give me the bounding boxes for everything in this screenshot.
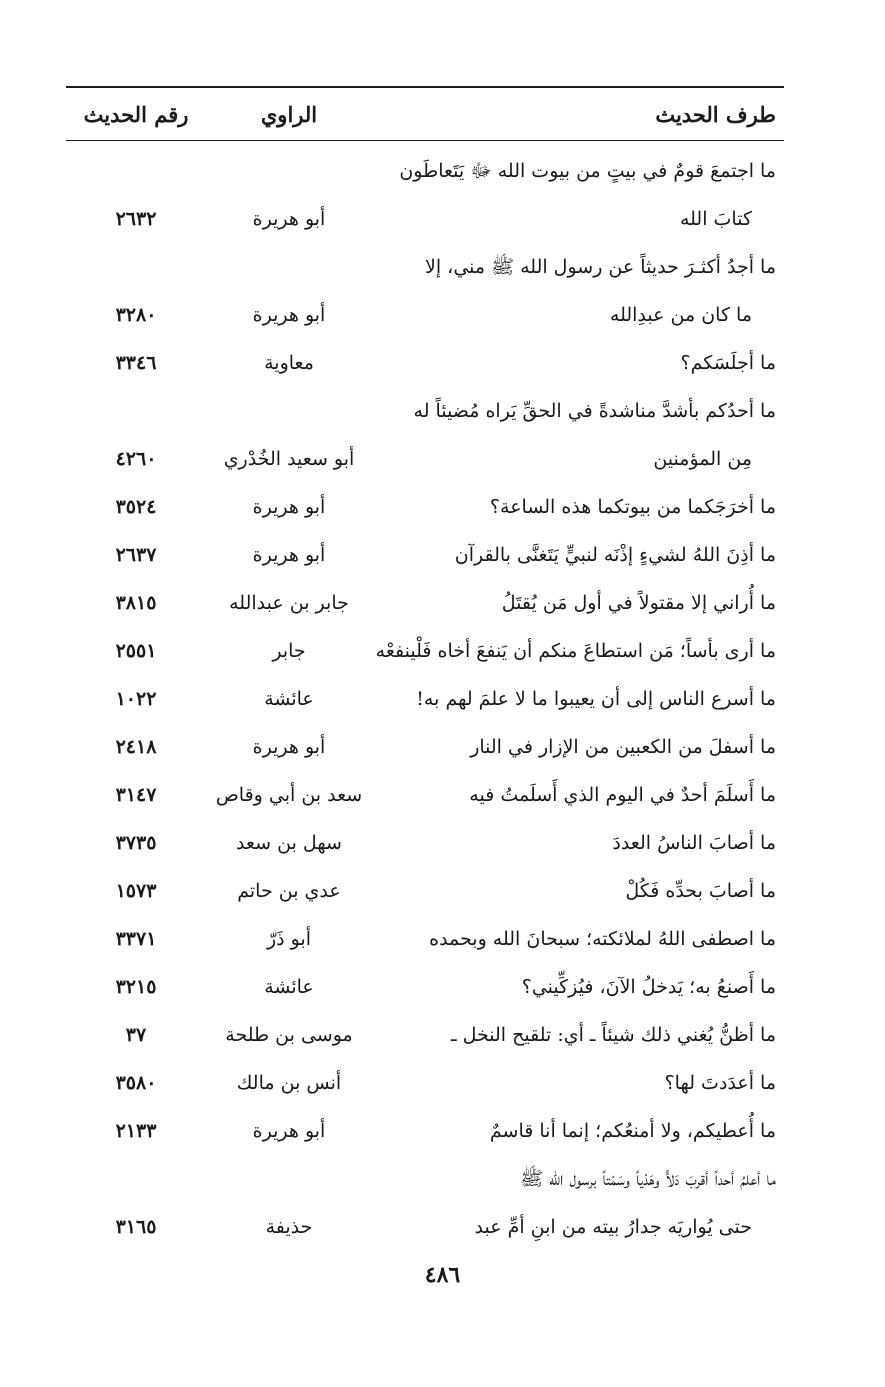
number-column: [66, 675, 206, 723]
number-column: [66, 867, 206, 915]
narrator-column: [206, 147, 372, 243]
header-hadith-text: طرف الحديث: [655, 101, 776, 127]
hadith-number-cell: ٢٦٣٧: [115, 544, 157, 566]
narrator-cell: أبو ذَرّ: [266, 928, 312, 950]
hadith-text-line: ما أسفلَ من الكعبين من الإزار في النار: [470, 736, 776, 758]
table-row: [66, 339, 784, 387]
hadith-number-cell: ٢٤١٨: [115, 736, 157, 758]
narrator-column: [206, 915, 372, 963]
narrator-cell: أبو هريرة: [252, 208, 326, 230]
narrator-column: [206, 723, 372, 771]
narrator-cell: سهل بن سعد: [236, 832, 342, 854]
hadith-number-cell: ٢١٣٣: [115, 1120, 157, 1142]
hadith-text-cell: [372, 771, 784, 819]
hadith-text-cell: [372, 579, 784, 627]
table-row: [66, 627, 784, 675]
header-narrator: الراوي: [260, 101, 318, 127]
narrator-column: [206, 963, 372, 1011]
narrator-column: [206, 675, 372, 723]
hadith-text-cell: [372, 243, 784, 339]
table-header: [66, 86, 784, 141]
narrator-cell: جابر: [272, 640, 306, 662]
narrator-cell: أبو هريرة: [252, 304, 326, 326]
hadith-text-line: ما أَسلَمَ أحدٌ في اليوم الذي أَسلَمتُ فيه: [469, 784, 776, 806]
hadith-text-line: ما أصابَ بحدِّه فَكُلْ: [625, 880, 776, 902]
index-page: [66, 86, 784, 1251]
hadith-text-line: ما أَصنعُ به؛ يَدخلُ الآنَ، فيُزكِّيني؟: [521, 976, 776, 998]
number-column: [66, 387, 206, 483]
narrator-cell: أبو هريرة: [252, 496, 326, 518]
hadith-number-cell: ٤٢٦٠: [115, 448, 157, 470]
narrator-column: [206, 1107, 372, 1155]
number-column: [66, 579, 206, 627]
number-column: [66, 1059, 206, 1107]
hadith-text-line: ما أحدُكم بأشدَّ مناشدةً في الحقِّ يَراه مُضيئاً له: [413, 400, 776, 422]
table-row: [66, 579, 784, 627]
narrator-cell: عائشة: [264, 976, 314, 998]
narrator-column: [206, 627, 372, 675]
hadith-text-line: مِن المؤمنين: [653, 448, 752, 470]
hadith-text-line: ما أُراني إلا مقتولاً في أول مَن يُقتَلُ: [501, 592, 776, 614]
number-column: [66, 963, 206, 1011]
table-row: [66, 1155, 784, 1251]
table-row: [66, 531, 784, 579]
narrator-column: [206, 483, 372, 531]
hadith-text-line: ما اصطفى اللهُ لملائكته؛ سبحانَ الله وبحمده: [429, 928, 776, 950]
hadith-number-cell: ٣٢١٥: [115, 976, 157, 998]
hadith-number-cell: ٣٧: [125, 1024, 147, 1046]
hadith-text-cell: [372, 1059, 784, 1107]
hadith-text-cell: [372, 387, 784, 483]
narrator-cell: أبو سعيد الخُدْري: [223, 448, 355, 470]
table-row: [66, 243, 784, 339]
hadith-number-cell: ٢٦٣٢: [115, 208, 157, 230]
number-column: [66, 819, 206, 867]
narrator-column: [206, 387, 372, 483]
number-column: [66, 147, 206, 243]
table-row: [66, 819, 784, 867]
narrator-cell: أبو هريرة: [252, 544, 326, 566]
hadith-text-cell: [372, 963, 784, 1011]
narrator-column: [206, 579, 372, 627]
hadith-number-cell: ٣١٦٥: [115, 1216, 157, 1238]
hadith-number-cell: ١٠٢٢: [115, 688, 157, 710]
number-column: [66, 483, 206, 531]
table-row: [66, 771, 784, 819]
hadith-text-line: كتابَ الله: [679, 208, 752, 230]
table-row: [66, 675, 784, 723]
narrator-cell: حذيفة: [265, 1216, 313, 1238]
hadith-text-cell: [372, 723, 784, 771]
narrator-column: [206, 1011, 372, 1059]
table-row: [66, 387, 784, 483]
narrator-column: [206, 531, 372, 579]
narrator-cell: عدي بن حاتم: [237, 880, 341, 902]
narrator-cell: موسى بن طلحة: [225, 1024, 353, 1046]
hadith-text-cell: [372, 819, 784, 867]
narrator-cell: أبو هريرة: [252, 1120, 326, 1142]
hadith-text-cell: [372, 867, 784, 915]
hadith-text-line: ما أرى بأساً؛ مَن استطاعَ منكم أن يَنفعَ أخاه فَلْينفعْه: [375, 640, 776, 662]
number-column: [66, 915, 206, 963]
header-hadith-number: رقم الحديث: [83, 101, 189, 127]
narrator-cell: معاوية: [264, 352, 314, 374]
table-row: [66, 915, 784, 963]
hadith-text-line: ما أُعطيكم، ولا أمنعُكم؛ إنما أنا قاسمٌ: [489, 1120, 776, 1142]
narrator-cell: عائشة: [264, 688, 314, 710]
number-column: [66, 339, 206, 387]
narrator-column: [206, 867, 372, 915]
number-column: [66, 627, 206, 675]
table-row: [66, 1107, 784, 1155]
number-column: [66, 243, 206, 339]
hadith-number-cell: ٣٢٨٠: [115, 304, 157, 326]
hadith-text-line: ما أظنُّ يُغني ذلك شيئاً ـ أي: تلقيح النخل ـ: [451, 1024, 776, 1046]
table-row: [66, 1059, 784, 1107]
hadith-text-cell: [372, 915, 784, 963]
narrator-cell: أبو هريرة: [252, 736, 326, 758]
page-number: ٤٨٦: [424, 1262, 461, 1288]
index-table-body: [66, 147, 784, 1251]
hadith-text-cell: [372, 627, 784, 675]
hadith-text-line: ما أصابَ الناسُ العددَ: [612, 832, 776, 854]
hadith-number-cell: ٣٨١٥: [115, 592, 157, 614]
table-row: [66, 1011, 784, 1059]
hadith-text-line: ما أجلَسَكم؟: [680, 352, 776, 374]
narrator-cell: جابر بن عبدالله: [229, 592, 349, 614]
table-row: [66, 723, 784, 771]
number-column: [66, 771, 206, 819]
number-column: [66, 1011, 206, 1059]
narrator-column: [206, 1059, 372, 1107]
hadith-text-line: ما أعلمُ أحداً أقربَ دَلاًّ وهَدْياً وسَمْتاً برسول الله ﷺ: [520, 1168, 776, 1190]
hadith-text-cell: [372, 1107, 784, 1155]
hadith-text-cell: [372, 531, 784, 579]
narrator-column: [206, 1155, 372, 1251]
hadith-text-cell: [372, 339, 784, 387]
hadith-text-line: ما اجتمعَ قومٌ في بيتٍ من بيوت الله ﷻ يَتَعاطَون: [399, 160, 776, 182]
hadith-number-cell: ٣٣٧١: [115, 928, 157, 950]
hadith-number-cell: ٢٥٥١: [115, 640, 157, 662]
hadith-text-cell: [372, 1011, 784, 1059]
hadith-text-cell: [372, 147, 784, 243]
number-column: [66, 723, 206, 771]
hadith-text-line: ما أخرَجَكما من بيوتكما هذه الساعة؟: [489, 496, 776, 518]
hadith-number-cell: ١٥٧٣: [115, 880, 157, 902]
hadith-number-cell: ٣٥٨٠: [115, 1072, 157, 1094]
number-column: [66, 531, 206, 579]
number-column: [66, 1107, 206, 1155]
hadith-number-cell: ٣١٤٧: [115, 784, 157, 806]
hadith-text-line: ما أسرع الناس إلى أن يعيبوا ما لا علمَ لهم به!: [416, 688, 776, 710]
hadith-text-line: ما أعدَدتَ لها؟: [664, 1072, 776, 1094]
hadith-number-cell: ٣٥٢٤: [115, 496, 157, 518]
table-row: [66, 147, 784, 243]
hadith-text-cell: [372, 675, 784, 723]
narrator-column: [206, 819, 372, 867]
hadith-text-line: ما أذِنَ اللهُ لشيءٍ إذْنَه لنبيٍّ يَتَغنَّى بالقرآن: [454, 544, 776, 566]
table-row: [66, 483, 784, 531]
hadith-text-line: ما أجدُ أكثـرَ حديثاً عن رسول الله ﷺ مني، إلا: [425, 256, 776, 278]
hadith-text-cell: [372, 483, 784, 531]
narrator-column: [206, 771, 372, 819]
narrator-cell: سعد بن أبي وقاص: [215, 784, 363, 806]
hadith-number-cell: ٣٣٤٦: [115, 352, 157, 374]
narrator-column: [206, 339, 372, 387]
hadith-text-cell: [372, 1155, 784, 1251]
hadith-number-cell: ٣٧٣٥: [115, 832, 157, 854]
hadith-text-line: ما كان من عبدِالله: [609, 304, 752, 326]
narrator-cell: أنس بن مالك: [236, 1072, 342, 1094]
narrator-column: [206, 243, 372, 339]
hadith-text-line: حتى يُواريَه جدارُ بيته من ابنِ أمِّ عبد: [474, 1216, 752, 1238]
number-column: [66, 1155, 206, 1251]
table-row: [66, 963, 784, 1011]
table-row: [66, 867, 784, 915]
